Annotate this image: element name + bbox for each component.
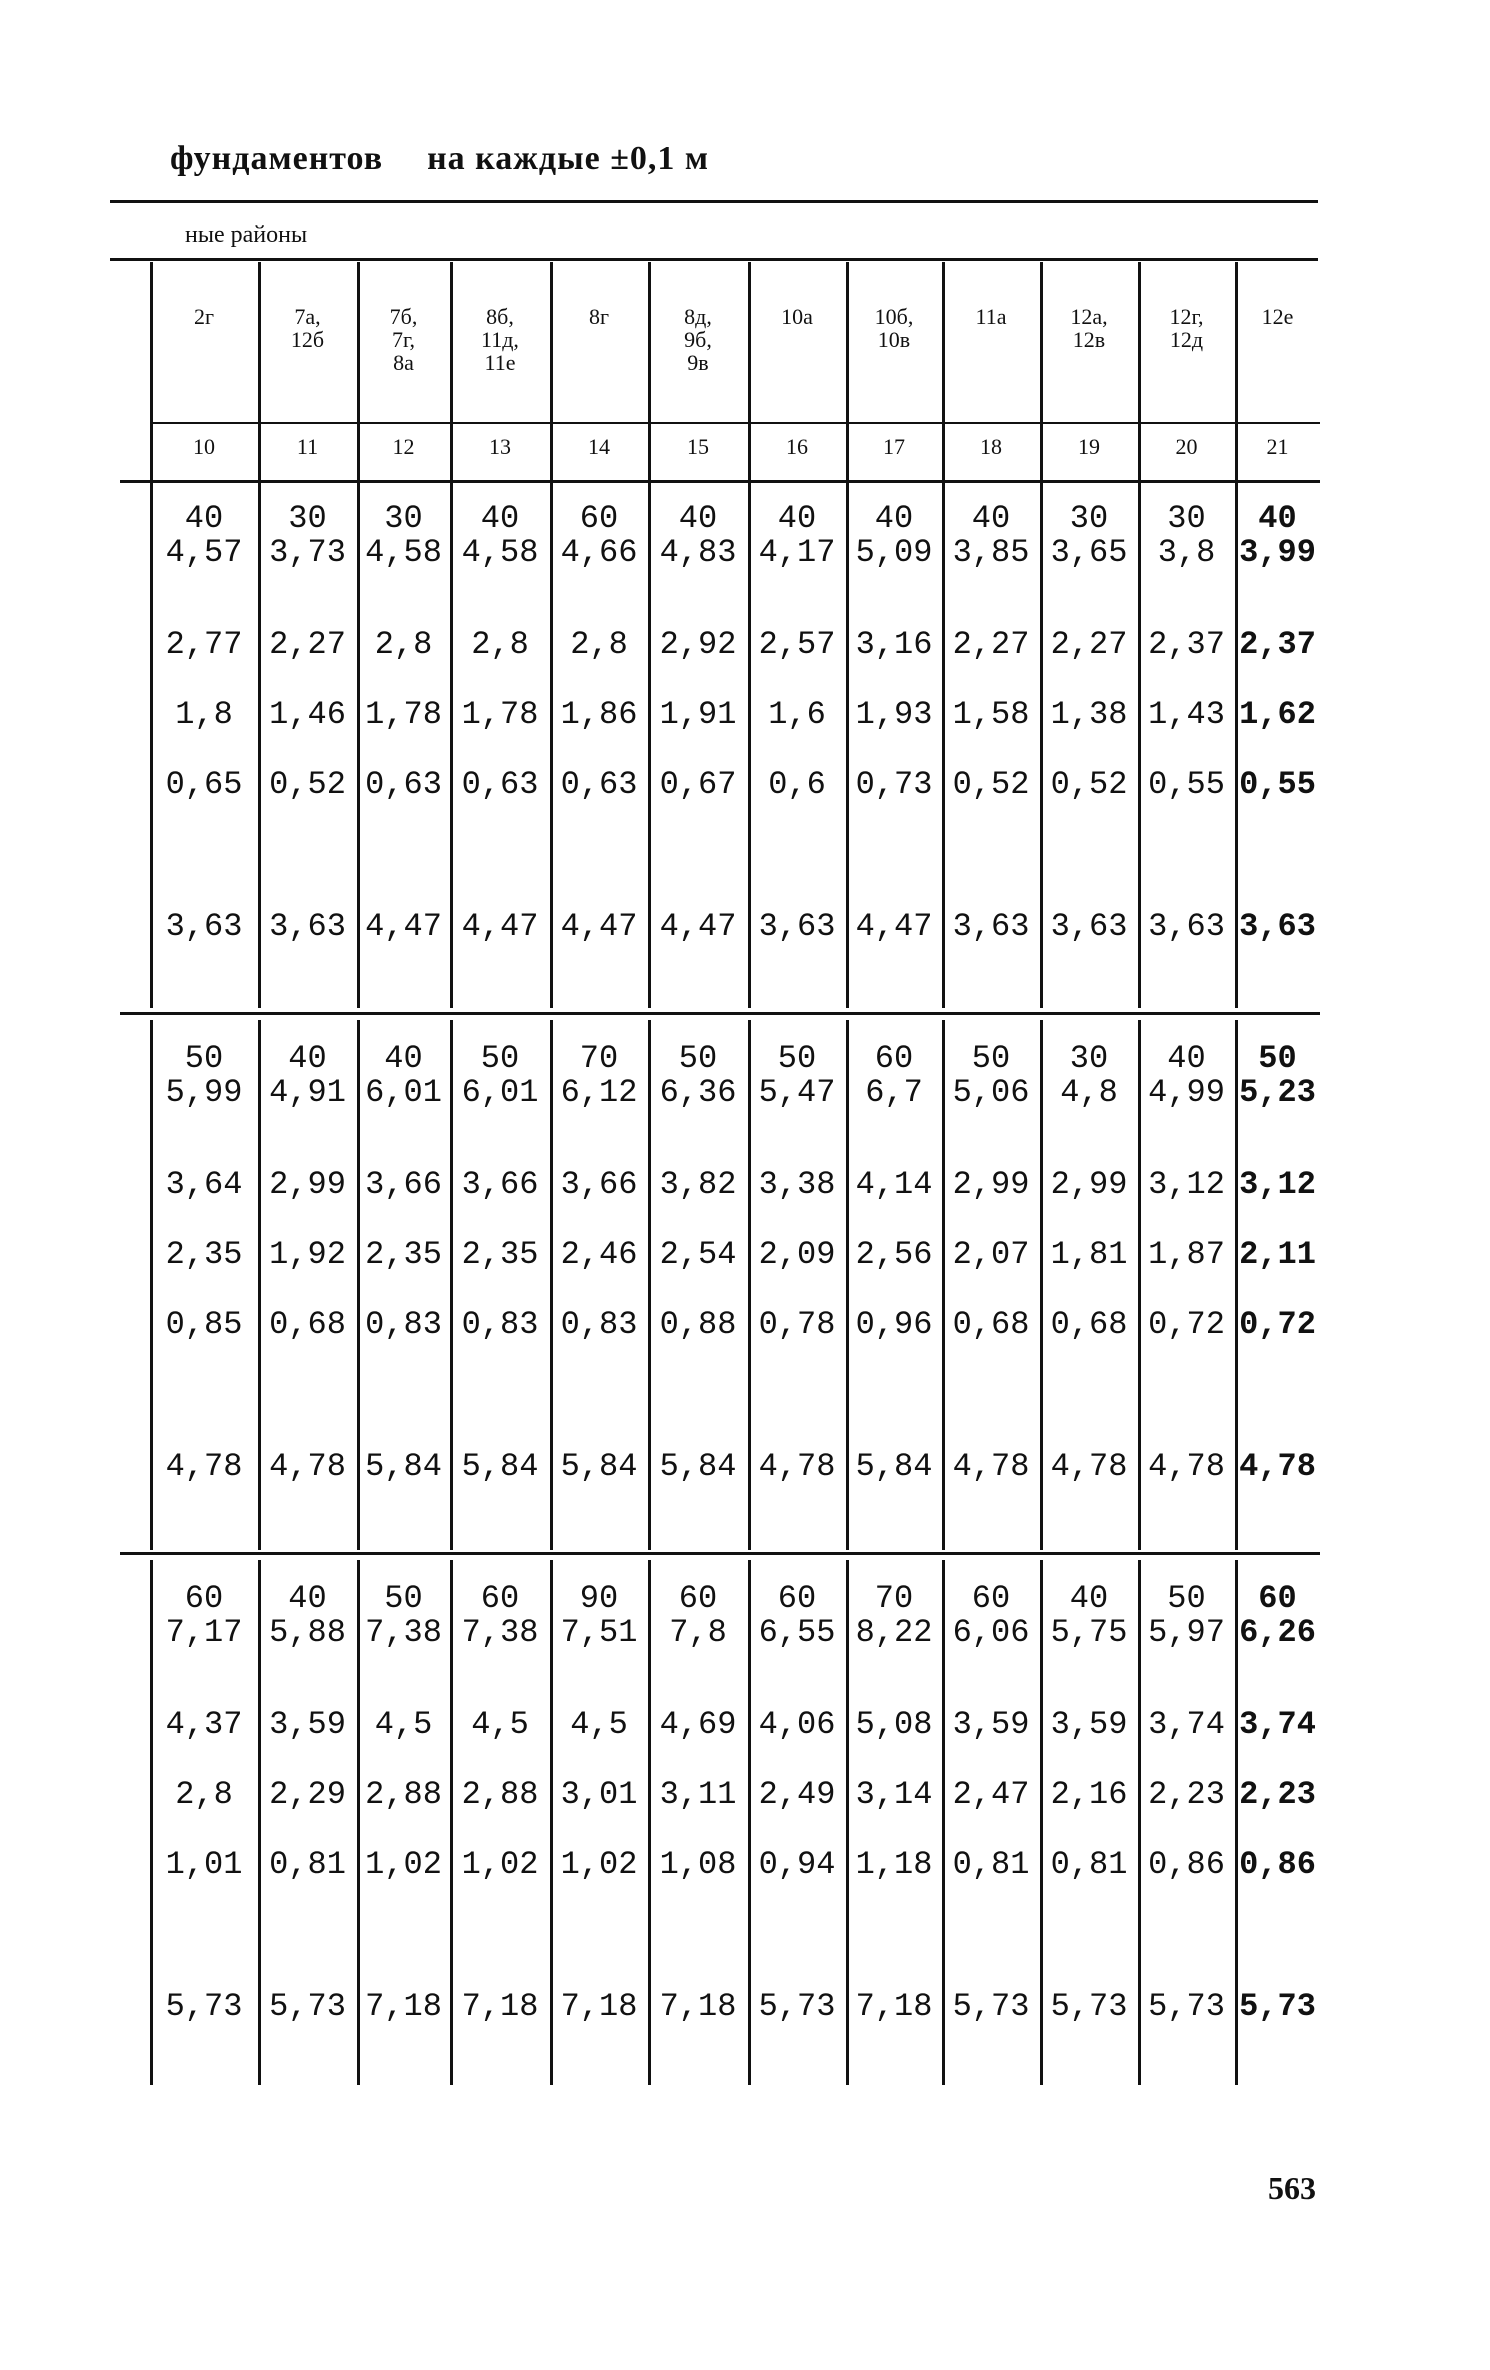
table-cell: 50 6,01	[461, 1040, 539, 1111]
table-cell: 0,65	[165, 766, 243, 803]
table-cell: 3,14	[855, 1776, 933, 1813]
table-cell: 40 5,88	[269, 1580, 346, 1651]
table-cell: 1,92	[269, 1236, 346, 1273]
page-title	[170, 140, 709, 178]
table-cell: 2,37	[1148, 626, 1225, 663]
table-cell: 0,72	[1239, 1306, 1316, 1343]
table-cell: 2,47	[952, 1776, 1030, 1813]
table-cell: 1,62	[1239, 696, 1316, 733]
table-cell: 3,66	[461, 1166, 539, 1203]
table-cell: 4,37	[165, 1706, 243, 1743]
table-cell: 3,63	[165, 908, 243, 945]
table-cell: 50 5,99	[165, 1040, 243, 1111]
table-cell: 2,49	[758, 1776, 836, 1813]
table-cell: 0,81	[952, 1846, 1030, 1883]
column-header: 11а	[975, 304, 1007, 329]
table-cell: 5,84	[855, 1448, 933, 1485]
table-cell: 5,73	[1148, 1988, 1225, 2025]
table-cell: 0,83	[560, 1306, 638, 1343]
table-cell: 2,99	[952, 1166, 1030, 1203]
table-cell: 0,86	[1148, 1846, 1225, 1883]
table-cell: 2,35	[365, 1236, 442, 1273]
table-cell: 7,18	[365, 1988, 442, 2025]
table-cell: 7,18	[855, 1988, 933, 2025]
table-cell: 1,02	[365, 1846, 442, 1883]
table-cell: 1,78	[365, 696, 442, 733]
header-top-rule	[110, 258, 1318, 261]
table-cell: 4,47	[365, 908, 442, 945]
table-cell: 3,64	[165, 1166, 243, 1203]
table-cell: 2,92	[659, 626, 737, 663]
column-number: 12	[392, 434, 415, 459]
table-cell: 0,68	[269, 1306, 346, 1343]
column-header: 2г	[193, 304, 215, 329]
table-cell: 2,54	[659, 1236, 737, 1273]
table-cell: 3,66	[365, 1166, 442, 1203]
table-cell: 50 5,23	[1239, 1040, 1316, 1111]
table-cell: 2,56	[855, 1236, 933, 1273]
table-cell: 4,5	[374, 1706, 433, 1743]
table-cell: 7,18	[461, 1988, 539, 2025]
table-cell: 4,47	[659, 908, 737, 945]
table-cell: 0,83	[461, 1306, 539, 1343]
table-cell: 4,06	[758, 1706, 836, 1743]
table-cell: 2,23	[1239, 1776, 1316, 1813]
table-cell: 3,74	[1239, 1706, 1316, 1743]
table-cell: 2,29	[269, 1776, 346, 1813]
table-cell: 1,91	[659, 696, 737, 733]
table-cell: 2,99	[1050, 1166, 1128, 1203]
table-cell: 0,96	[855, 1306, 933, 1343]
column-number: 18	[980, 434, 1002, 459]
table-cell: 5,73	[1050, 1988, 1128, 2025]
table-cell: 4,5	[471, 1706, 529, 1743]
table-cell: 0,6	[768, 766, 826, 803]
table-cell: 2,46	[560, 1236, 638, 1273]
column-number: 13	[489, 434, 511, 459]
table-cell: 60 6,06	[952, 1580, 1030, 1651]
table-cell: 0,68	[1050, 1306, 1128, 1343]
table-cell: 4,78	[1148, 1448, 1225, 1485]
table-cell: 5,84	[461, 1448, 539, 1485]
table-cell: 5,84	[659, 1448, 737, 1485]
table-cell: 1,86	[560, 696, 638, 733]
table-cell: 0,63	[365, 766, 442, 803]
column-number: 20	[1175, 434, 1198, 459]
table-cell: 4,69	[659, 1706, 737, 1743]
table-cell: 4,47	[461, 908, 539, 945]
table-cell: 3,63	[1148, 908, 1225, 945]
table-cell: 1,78	[461, 696, 539, 733]
title-part-1: фундаментов	[170, 140, 384, 177]
title-rule	[110, 200, 1318, 203]
table-cell: 0,83	[365, 1306, 442, 1343]
column-header: 8б, 11д, 11е	[481, 304, 519, 375]
table-cell: 30 3,8	[1157, 500, 1216, 571]
table-cell: 2,88	[365, 1776, 442, 1813]
table-cell: 50 7,38	[365, 1580, 442, 1651]
table-cell: 1,08	[659, 1846, 737, 1883]
table-cell: 3,59	[952, 1706, 1030, 1743]
table-cell: 1,8	[175, 696, 233, 733]
column-header: 12а, 12в	[1070, 304, 1108, 352]
table-cell: 0,73	[855, 766, 933, 803]
table-cell: 4,78	[758, 1448, 836, 1485]
table-cell: 4,78	[952, 1448, 1030, 1485]
table-cell: 5,73	[1239, 1988, 1316, 2025]
table-cell: 40 5,09	[855, 500, 933, 571]
table-cell: 2,27	[269, 626, 346, 663]
column-header: 7б, 7г, 8а	[389, 304, 418, 375]
table-cell: 1,46	[269, 696, 346, 733]
table-cell: 1,6	[768, 696, 826, 733]
table-cell: 1,43	[1148, 696, 1225, 733]
column-header: 12г, 12д	[1169, 304, 1204, 352]
table-cell: 3,63	[758, 908, 836, 945]
table-cell: 40 6,01	[365, 1040, 442, 1111]
table-cell: 2,8	[374, 626, 433, 663]
table-cell: 3,38	[758, 1166, 836, 1203]
table-cell: 2,37	[1239, 626, 1316, 663]
table-cell: 5,73	[758, 1988, 836, 2025]
table-cell: 60 4,66	[560, 500, 638, 571]
table-cell: 4,78	[1239, 1448, 1316, 1485]
table-cell: 3,63	[269, 908, 346, 945]
table-cell: 0,81	[1050, 1846, 1128, 1883]
column-number: 14	[588, 434, 610, 459]
table-cell: 30 3,65	[1050, 500, 1128, 571]
table-cell: 60 6,55	[758, 1580, 836, 1651]
column-number: 10	[193, 434, 215, 459]
table-cell: 2,88	[461, 1776, 539, 1813]
table-cell: 2,27	[952, 626, 1030, 663]
table-cell: 1,87	[1148, 1236, 1225, 1273]
table-cell: 60 6,7	[865, 1040, 923, 1111]
table-cell: 2,35	[461, 1236, 539, 1273]
table-cell: 4,5	[570, 1706, 628, 1743]
table-cell: 5,73	[952, 1988, 1030, 2025]
table-cell: 1,93	[855, 696, 933, 733]
table-cell: 7,18	[560, 1988, 638, 2025]
table-cell: 5,84	[560, 1448, 638, 1485]
column-number: 11	[296, 434, 319, 459]
table-cell: 4,14	[855, 1166, 933, 1203]
table-cell: 3,63	[1050, 908, 1128, 945]
table-cell: 0,52	[1050, 766, 1128, 803]
table-cell: 0,63	[461, 766, 539, 803]
table-cell: 3,12	[1148, 1166, 1225, 1203]
table-cell: 0,94	[758, 1846, 836, 1883]
table-cell: 3,66	[560, 1166, 638, 1203]
column-header: 7а, 12б	[290, 304, 325, 352]
table-cell: 0,86	[1239, 1846, 1316, 1883]
table-cell: 60 6,26	[1239, 1580, 1316, 1651]
table-cell: 0,78	[758, 1306, 836, 1343]
table-cell: 40 4,57	[165, 500, 243, 571]
column-header: 8г	[588, 304, 610, 329]
column-header: 10а	[781, 304, 813, 329]
table-cell: 2,23	[1148, 1776, 1225, 1813]
table-cell: 40 4,91	[269, 1040, 346, 1111]
table-cell: 3,59	[1050, 1706, 1128, 1743]
column-header: 10б, 10в	[874, 304, 914, 352]
table-cell: 0,88	[659, 1306, 737, 1343]
table-cell: 0,63	[560, 766, 638, 803]
table-cell: 0,55	[1148, 766, 1225, 803]
table-cell: 2,35	[165, 1236, 243, 1273]
table-cell: 3,11	[659, 1776, 737, 1813]
table-cell: 40 4,99	[1148, 1040, 1225, 1111]
table-cell: 3,16	[855, 626, 933, 663]
table-cell: 0,68	[952, 1306, 1030, 1343]
table-cell: 2,99	[269, 1166, 346, 1203]
table-cell: 40 4,17	[758, 500, 836, 571]
table-cell: 1,01	[165, 1846, 243, 1883]
table-cell: 0,81	[269, 1846, 346, 1883]
table-cell: 5,73	[165, 1988, 243, 2025]
table-cell: 0,67	[659, 766, 737, 803]
table-cell: 5,08	[855, 1706, 933, 1743]
table-cell: 60 7,17	[165, 1580, 243, 1651]
table-cell: 4,47	[855, 908, 933, 945]
table-cell: 2,07	[952, 1236, 1030, 1273]
table-cell: 3,63	[952, 908, 1030, 945]
table-cell: 0,72	[1148, 1306, 1225, 1343]
table-cell: 90 7,51	[560, 1580, 638, 1651]
table-cell: 3,82	[659, 1166, 737, 1203]
column-header: 12е	[1261, 304, 1294, 329]
table-cell: 3,63	[1239, 908, 1316, 945]
table-cell: 60 7,8	[669, 1580, 727, 1651]
table-cell: 2,27	[1050, 626, 1128, 663]
section-rule	[120, 1012, 1320, 1015]
table-cell: 5,84	[365, 1448, 442, 1485]
table-cell: 40 4,58	[461, 500, 539, 571]
section-rule	[120, 1552, 1320, 1555]
table-cell: 1,38	[1050, 696, 1128, 733]
table-cell: 1,81	[1050, 1236, 1128, 1273]
table-cell: 30 4,8	[1060, 1040, 1118, 1111]
page-number: 563	[1268, 2170, 1316, 2206]
table-cell: 3,74	[1148, 1706, 1225, 1743]
table-cell: 0,52	[269, 766, 346, 803]
table-cell: 2,8	[471, 626, 529, 663]
table-cell: 60 7,38	[461, 1580, 539, 1651]
column-number: 17	[883, 434, 905, 459]
table-cell: 40 4,83	[659, 500, 737, 571]
table-cell: 2,8	[175, 1776, 233, 1813]
column-number: 19	[1078, 434, 1100, 459]
table-cell: 7,18	[659, 1988, 737, 2025]
table-cell: 40 3,99	[1239, 500, 1316, 571]
table-cell: 4,78	[165, 1448, 243, 1485]
table-cell: 40 3,85	[952, 500, 1030, 571]
table-subheader: ные районы	[185, 222, 308, 248]
table-cell: 70 6,12	[560, 1040, 638, 1111]
column-header: 8д, 9б, 9в	[684, 304, 712, 375]
table-cell: 40 5,75	[1050, 1580, 1128, 1651]
table-cell: 1,18	[855, 1846, 933, 1883]
table-cell: 2,16	[1050, 1776, 1128, 1813]
table-cell: 70 8,22	[855, 1580, 933, 1651]
table-cell: 0,85	[165, 1306, 243, 1343]
column-number: 15	[687, 434, 709, 459]
table-cell: 3,59	[269, 1706, 346, 1743]
column-number: 16	[786, 434, 808, 459]
table-cell: 50 6,36	[659, 1040, 737, 1111]
table-cell: 1,02	[461, 1846, 539, 1883]
table-cell: 4,78	[1050, 1448, 1128, 1485]
table-cell: 0,55	[1239, 766, 1316, 803]
table-cell: 2,57	[758, 626, 836, 663]
table-cell: 4,78	[269, 1448, 346, 1485]
table-cell: 0,52	[952, 766, 1030, 803]
table-cell: 2,11	[1239, 1236, 1316, 1273]
table-cell: 1,58	[952, 696, 1030, 733]
column-number: 21	[1266, 434, 1289, 459]
table-cell: 1,02	[560, 1846, 638, 1883]
table-cell: 4,47	[560, 908, 638, 945]
table-cell: 2,09	[758, 1236, 836, 1273]
table-cell: 3,12	[1239, 1166, 1316, 1203]
header-mid-rule	[150, 422, 1320, 424]
table-cell: 50 5,47	[758, 1040, 836, 1111]
table-cell: 50 5,97	[1148, 1580, 1225, 1651]
table-cell: 50 5,06	[952, 1040, 1030, 1111]
table-cell: 2,8	[570, 626, 628, 663]
table-cell: 3,01	[560, 1776, 638, 1813]
table-cell: 30 4,58	[365, 500, 442, 571]
table-cell: 2,77	[165, 626, 243, 663]
table-cell: 5,73	[269, 1988, 346, 2025]
table-cell: 30 3,73	[269, 500, 346, 571]
title-part-2: на каждые ±0,1 м	[427, 140, 710, 177]
